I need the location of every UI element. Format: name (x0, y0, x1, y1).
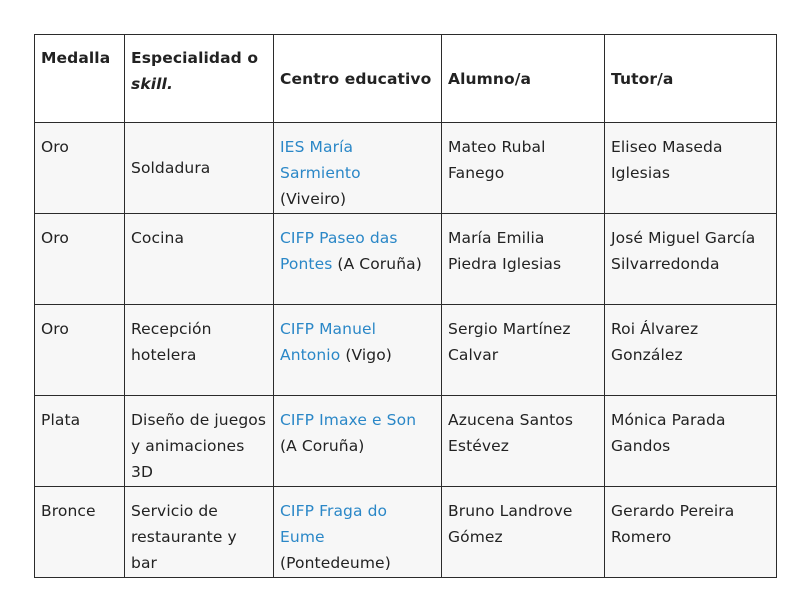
school-place: (Vigo) (345, 346, 392, 364)
specialty-cell: Soldadura (125, 123, 274, 214)
specialty-cell: Diseño de juegos y animaciones 3D (125, 396, 274, 487)
table-row (35, 123, 777, 214)
tutor-cell: Eliseo Maseda Iglesias (605, 123, 777, 214)
school-link[interactable]: CIFP Imaxe e Son (280, 411, 417, 429)
header-specialty (125, 35, 274, 123)
header-student: Alumno/a (442, 35, 605, 123)
specialty-cell: Recepción hotelera (125, 305, 274, 396)
medal-cell: Oro (35, 305, 125, 396)
medal-cell: Bronce (35, 487, 125, 578)
awards-table (34, 34, 777, 578)
medal-cell: Oro (35, 123, 125, 214)
student-cell: Mateo Rubal Fanego (442, 123, 605, 214)
school-cell (274, 396, 442, 487)
table-row (35, 396, 777, 487)
table-row (35, 305, 777, 396)
school-cell (274, 214, 442, 305)
header-school: Centro educativo (274, 35, 442, 123)
student-cell: Azucena Santos Estévez (442, 396, 605, 487)
specialty-cell: Cocina (125, 214, 274, 305)
header-specialty-text: Especialidad o (131, 49, 259, 67)
table-row (35, 214, 777, 305)
medal-cell: Plata (35, 396, 125, 487)
tutor-cell: Gerardo Pereira Romero (605, 487, 777, 578)
header-specialty-italic: skill. (131, 75, 173, 93)
school-link[interactable]: CIFP Manuel Antonio (280, 320, 377, 364)
school-cell (274, 123, 442, 214)
specialty-cell: Servicio de restaurante y bar (125, 487, 274, 578)
tutor-cell: José Miguel García Silvarredonda (605, 214, 777, 305)
school-cell (274, 487, 442, 578)
school-place: (Pontedeume) (280, 554, 391, 572)
tutor-cell: Mónica Parada Gandos (605, 396, 777, 487)
header-tutor: Tutor/a (605, 35, 777, 123)
student-cell: María Emilia Piedra Iglesias (442, 214, 605, 305)
table-header-row (35, 35, 777, 123)
school-place: (Viveiro) (280, 190, 347, 208)
school-link[interactable]: IES María Sarmiento (280, 138, 361, 182)
medal-cell: Oro (35, 214, 125, 305)
school-cell (274, 305, 442, 396)
student-cell: Sergio Martínez Calvar (442, 305, 605, 396)
school-link[interactable]: CIFP Paseo das Pontes (280, 229, 398, 273)
header-medal: Medalla (35, 35, 125, 123)
tutor-cell: Roi Álvarez González (605, 305, 777, 396)
school-link[interactable]: CIFP Fraga do Eume (280, 502, 388, 546)
student-cell: Bruno Landrove Gómez (442, 487, 605, 578)
school-place: (A Coruña) (337, 255, 422, 273)
table-row (35, 487, 777, 578)
school-place: (A Coruña) (280, 437, 365, 455)
